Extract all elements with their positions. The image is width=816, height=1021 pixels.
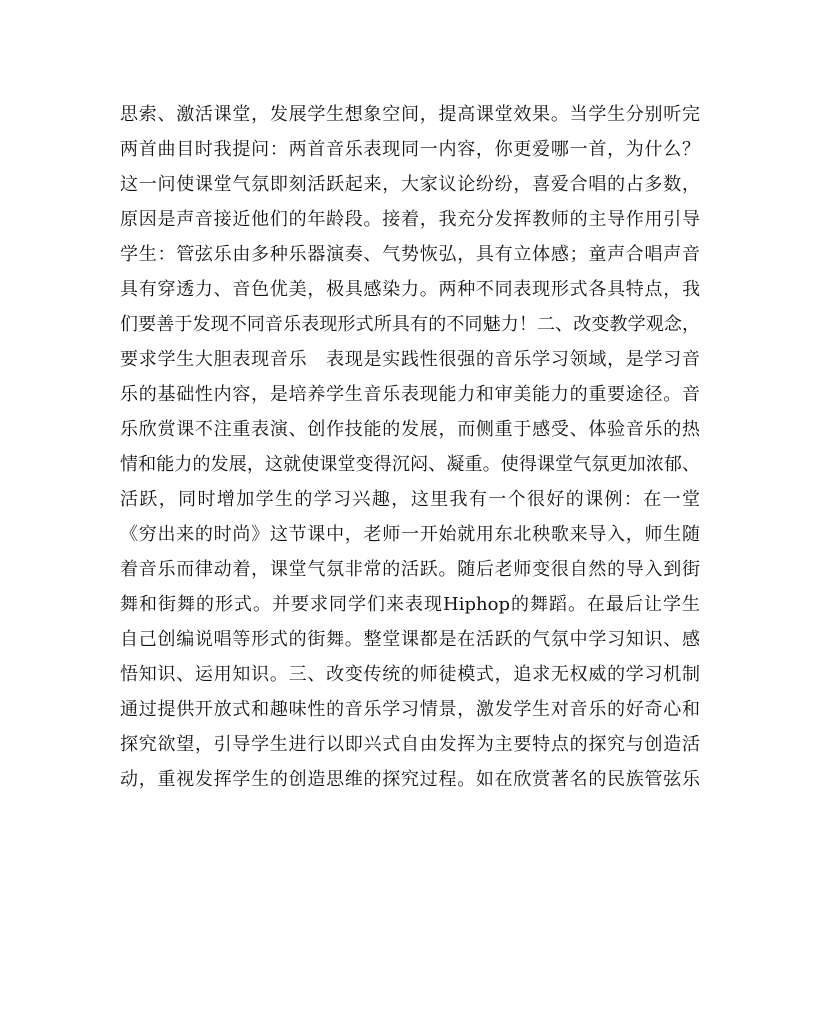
text-line: 两首曲目时我提问：两首音乐表现同一内容，你更爱哪一首，为什么？ (120, 139, 700, 160)
text-line: 具有穿透力、音色优美，极具感染力。两种不同表现形式各具特点，我 (120, 279, 700, 300)
text-line: 这一问使课堂气氛即刻活跃起来，大家议论纷纷，喜爱合唱的占多数， (120, 174, 700, 195)
text-line: 原因是声音接近他们的年龄段。接着，我充分发挥教师的主导作用引导 (120, 209, 700, 230)
body-text (120, 97, 700, 797)
text-line: 着音乐而律动着，课堂气氛非常的活跃。随后老师变很自然的导入到街 (120, 559, 700, 580)
text-line: 要求学生大胆表现音乐 表现是实践性很强的音乐学习领域，是学习音 (120, 349, 700, 370)
text-line: 舞和街舞的形式。并要求同学们来表现Hiphop的舞蹈。在最后让学生 (120, 594, 700, 615)
text-line: 学生：管弦乐由多种乐器演奏、气势恢弘，具有立体感；童声合唱声音 (120, 244, 700, 265)
text-line: 思索、激活课堂，发展学生想象空间，提高课堂效果。当学生分别听完 (120, 104, 700, 125)
text-line: 乐欣赏课不注重表演、创作技能的发展，而侧重于感受、体验音乐的热 (120, 419, 700, 440)
text-line: 动，重视发挥学生的创造思维的探究过程。如在欣赏著名的民族管弦乐 (120, 769, 700, 790)
text-line: 自己创编说唱等形式的街舞。整堂课都是在活跃的气氛中学习知识、感 (120, 629, 700, 650)
text-line: 探究欲望，引导学生进行以即兴式自由发挥为主要特点的探究与创造活 (120, 734, 700, 755)
text-line: 乐的基础性内容，是培养学生音乐表现能力和审美能力的重要途径。音 (120, 384, 700, 405)
text-line: 悟知识、运用知识。三、改变传统的师徒模式，追求无权威的学习机制 (120, 664, 700, 685)
text-line: 活跃，同时增加学生的学习兴趣，这里我有一个很好的课例：在一堂 (120, 489, 700, 510)
text-line: 《穷出来的时尚》这节课中，老师一开始就用东北秧歌来导入，师生随 (120, 524, 700, 545)
text-line: 情和能力的发展，这就使课堂变得沉闷、凝重。使得课堂气氛更加浓郁、 (120, 454, 700, 475)
text-line: 通过提供开放式和趣味性的音乐学习情景，激发学生对音乐的好奇心和 (120, 699, 700, 720)
text-line: 们要善于发现不同音乐表现形式所具有的不同魅力！二、改变教学观念， (120, 314, 700, 335)
